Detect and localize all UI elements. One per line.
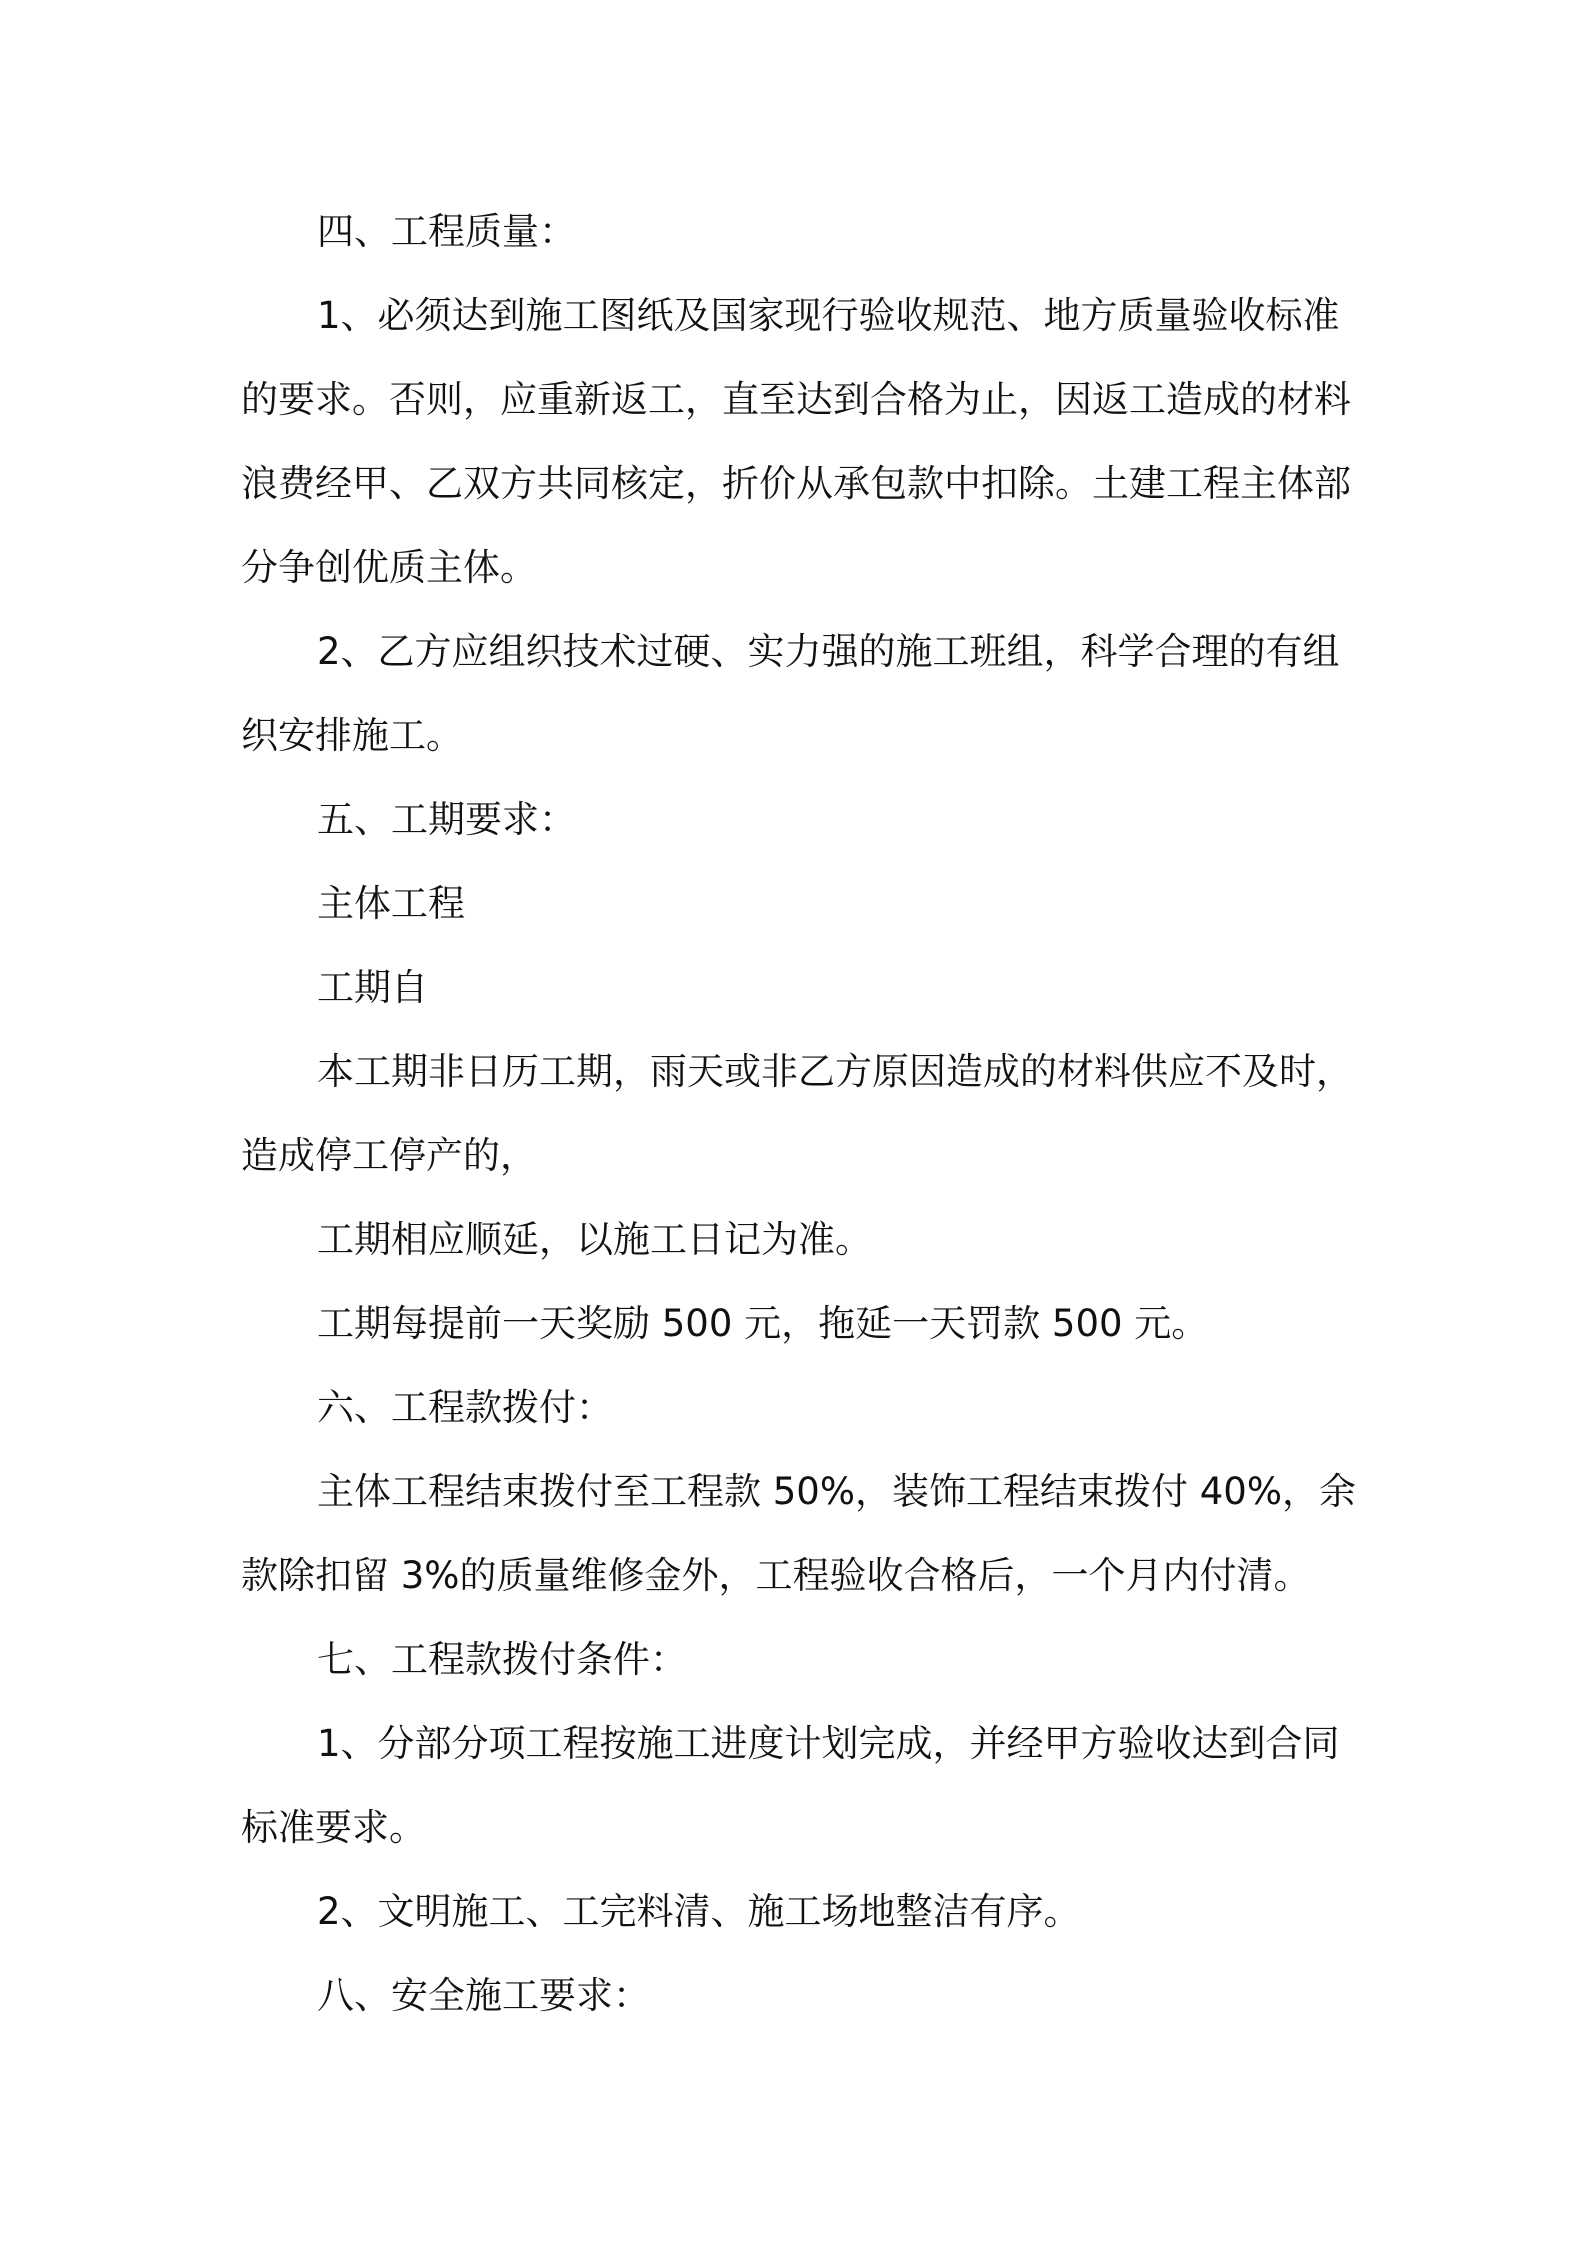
paragraph-reward-penalty: 工期每提前一天奖励 500 元，拖延一天罚款 500 元。	[317, 1302, 1209, 1345]
paragraph-quality-2: 2、乙方应组织技术过硬、实力强的施工班组，科学合理的有组织安排施工。	[241, 630, 1340, 757]
paragraph-quality-1: 1、必须达到施工图纸及国家现行验收规范、地方质量验收标准的要求。否则，应重新返工，直至达到合格为止，因返工造成的材料浪费经甲、乙双方共同核定，折价从承包款中扣除。土建工程主体部分争创优质主体。	[241, 294, 1351, 589]
paragraph-condition-1: 1、分部分项工程按施工进度计划完成，并经甲方验收达到合同标准要求。	[241, 1722, 1340, 1849]
section-heading-schedule: 五、工期要求：	[317, 798, 576, 841]
document-body	[241, 190, 1361, 2038]
section-heading-payment-conditions: 七、工程款拨付条件：	[317, 1638, 687, 1681]
paragraph-condition-2: 2、文明施工、工完料清、施工场地整洁有序。	[317, 1890, 1081, 1933]
paragraph-period-from: 工期自	[317, 966, 428, 1009]
section-heading-quality: 四、工程质量：	[317, 210, 576, 253]
section-heading-safety: 八、安全施工要求：	[317, 1974, 650, 2017]
paragraph-main-project: 主体工程	[317, 882, 465, 925]
paragraph-extension: 工期相应顺延，以施工日记为准。	[317, 1218, 872, 1261]
section-heading-payment: 六、工程款拨付：	[317, 1386, 613, 1429]
paragraph-payment-schedule: 主体工程结束拨付至工程款 50%，装饰工程结束拨付 40%，余款除扣留 3%的质量维修金外，工程验收合格后，一个月内付清。	[241, 1470, 1356, 1597]
paragraph-non-calendar-period: 本工期非日历工期，雨天或非乙方原因造成的材料供应不及时，造成停工停产的，	[241, 1050, 1353, 1177]
